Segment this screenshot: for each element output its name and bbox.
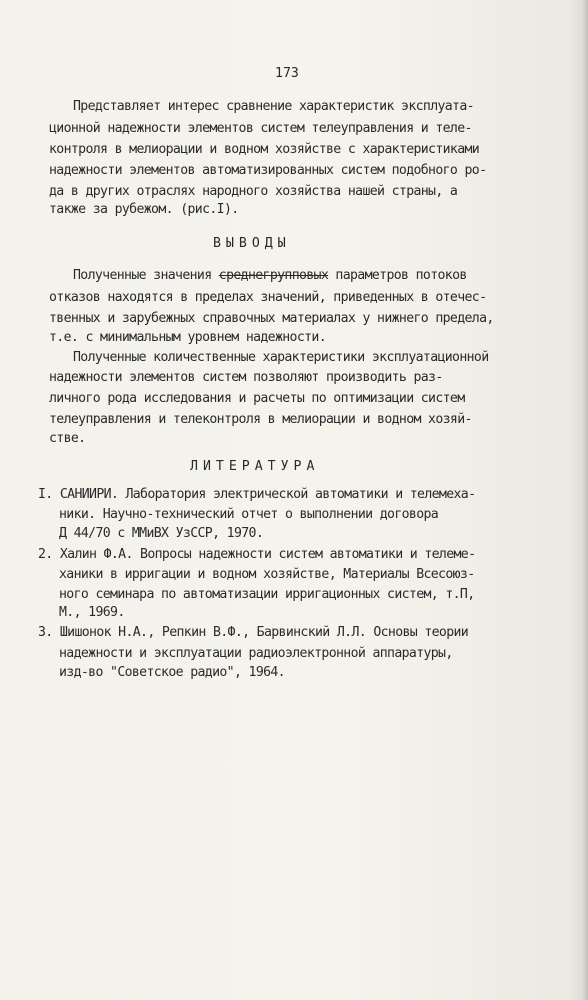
- struck-word: среднегрупповых: [218, 268, 329, 283]
- conclusions-line-5: Полученные количественные характеристики эксплуатационной: [73, 350, 489, 365]
- conclusions-line-7: личного рода исследования и расчеты по оптимизации систем: [49, 391, 465, 406]
- conclusions-line-6: надежности элементов систем позволяют производить раз-: [49, 370, 443, 385]
- literature-item-3-line-2: надежности и эксплуатации радиоэлектронной аппаратуры,: [59, 646, 453, 661]
- literature-item-3-line-1: 3. Шишонок Н.А., Репкин В.Ф., Барвинский Л.Л. Основы теории: [38, 625, 469, 640]
- conclusions-line-2: отказов находятся в пределах значений, приведенных в отечес-: [49, 290, 487, 305]
- conclusions-line-9: стве.: [49, 431, 86, 446]
- intro-line-6: также за рубежом. (рис.I).: [49, 202, 239, 217]
- conclusions-line-1: [73, 266, 467, 285]
- literature-item-2-line-1: 2. Халин Ф.А. Вопросы надежности систем автоматики и телеме-: [38, 547, 476, 562]
- intro-line-5: да в других отраслях народного хозяйства нашей страны, а: [49, 184, 458, 199]
- conclusions-line-8: телеуправления и телеконтроля в мелиорации и водном хозяй-: [49, 412, 472, 427]
- conclusions-line-1-end: параметров потоков: [328, 268, 467, 283]
- conclusions-heading: ВЫВОДЫ: [213, 236, 291, 251]
- literature-item-2-line-4: М., 1969.: [59, 605, 125, 620]
- literature-item-1-line-2: ники. Научно-технический отчет о выполнении договора: [59, 507, 439, 522]
- conclusions-line-3: твенных и зарубежных справочных материалах у нижнего предела,: [49, 311, 494, 326]
- literature-heading: ЛИТЕРАТУРА: [190, 459, 320, 474]
- page-edge-shadow: [582, 0, 588, 1000]
- page-number: 173: [275, 66, 299, 81]
- conclusions-line-1-start: Полученные значения: [73, 268, 219, 283]
- literature-item-1-line-1: I. САНИИРИ. Лаборатория электрической автоматики и телемеха-: [38, 487, 476, 502]
- conclusions-line-4: т.е. с минимальным уровнем надежности.: [49, 330, 327, 345]
- intro-line-1: Представляет интерес сравнение характеристик эксплуата-: [73, 99, 474, 114]
- literature-item-3-line-3: изд-во "Советское радио", 1964.: [59, 665, 285, 680]
- intro-line-4: надежности элементов автоматизированных систем подобного ро-: [49, 163, 487, 178]
- literature-item-2-line-3: ного семинара по автоматизации ирригационных систем, т.П,: [59, 587, 475, 602]
- literature-item-1-line-3: Д 44/70 с ММиВХ УзССР, 1970.: [59, 526, 264, 541]
- literature-item-2-line-2: ханики в ирригации и водном хозяйстве, Материалы Всесоюз-: [59, 567, 475, 582]
- intro-line-2: ционной надежности элементов систем телеуправления и теле-: [49, 121, 472, 136]
- intro-line-3: контроля в мелиорации и водном хозяйстве с характеристиками: [49, 142, 480, 157]
